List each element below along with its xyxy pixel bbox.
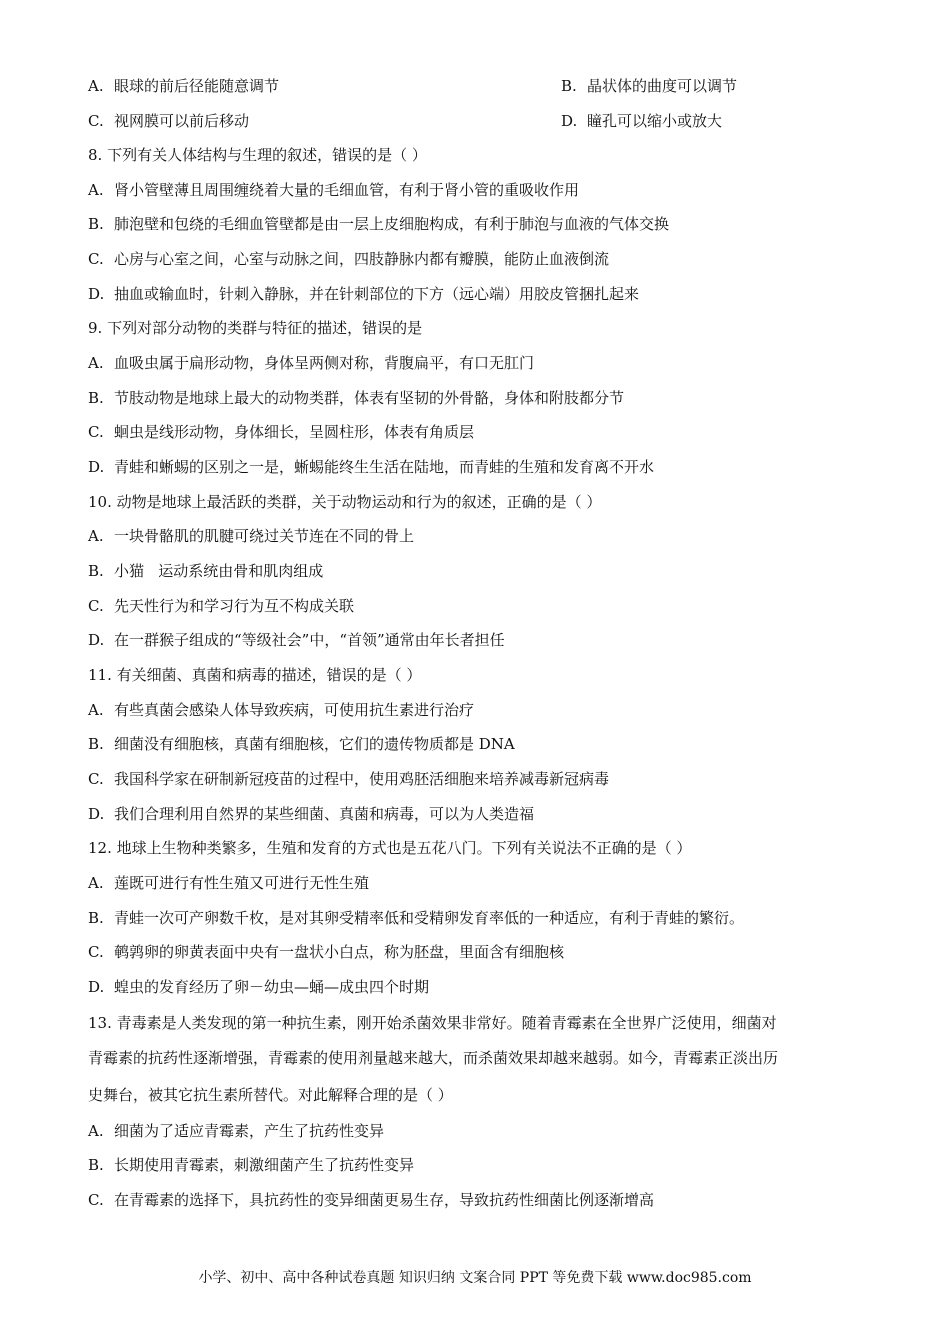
q7-option-row-2 <box>88 111 870 131</box>
q9-option-b: B. 节肢动物是地球上最大的动物类群，体表有坚韧的外骨骼，身体和附肢都分节 <box>88 389 625 407</box>
q13-option-a: A. 细菌为了适应青霉素，产生了抗药性变异 <box>88 1122 385 1140</box>
page-footer: 小学、初中、高中各种试卷真题 知识归纳 文案合同 PPT 等免费下载 www.doc985.com <box>198 1270 752 1286</box>
q12-stem: 12. 地球上生物种类繁多，生殖和发育的方式也是五花八门。下列有关说法不正确的是（ ） <box>88 839 692 857</box>
q11-option-a: A. 有些真菌会感染人体导致疾病，可使用抗生素进行治疗 <box>88 701 475 719</box>
q13-option-b: B. 长期使用青霉素，刺激细菌产生了抗药性变异 <box>88 1156 415 1174</box>
q10-option-c: C. 先天性行为和学习行为互不构成关联 <box>88 597 355 615</box>
q13-option-c: C. 在青霉素的选择下，具抗药性的变异细菌更易生存，导致抗药性细菌比例逐渐增高 <box>88 1191 655 1209</box>
q12-option-c: C. 鹌鹑卵的卵黄表面中央有一盘状小白点，称为胚盘，里面含有细胞核 <box>88 943 565 961</box>
q13-stem-line-2: 青霉素的抗药性逐渐增强，青霉素的使用剂量越来越大，而杀菌效果却越来越弱。如今，青霉素正淡出历 <box>88 1049 779 1067</box>
q7-option-d: D. 瞳孔可以缩小或放大 <box>561 112 723 130</box>
q7-option-row-1 <box>88 76 870 96</box>
q9-option-c: C. 蛔虫是线形动物，身体细长，呈圆柱形，体表有角质层 <box>88 423 475 441</box>
q12-option-d: D. 蝗虫的发育经历了卵－幼虫—蛹—成虫四个时期 <box>88 978 430 996</box>
q8-option-b: B. 肺泡壁和包绕的毛细血管壁都是由一层上皮细胞构成，有利于肺泡与血液的气体交换 <box>88 215 670 233</box>
q10-stem: 10. 动物是地球上最活跃的类群，关于动物运动和行为的叙述，正确的是（ ） <box>88 493 602 511</box>
q13-stem-line-1: 13. 青毒素是人类发现的第一种抗生素，刚开始杀菌效果非常好。随着青霉素在全世界广泛使用，细菌对 <box>88 1014 777 1032</box>
q12-option-a: A. 莲既可进行有性生殖又可进行无性生殖 <box>88 874 370 892</box>
q13-stem-line-3: 史舞台，被其它抗生素所替代。对此解释合理的是（ ） <box>88 1086 453 1104</box>
q10-option-d: D. 在一群猴子组成的“等级社会”中，“首领”通常由年长者担任 <box>88 631 505 649</box>
q9-option-d: D. 青蛙和蜥蜴的区别之一是，蜥蜴能终生生活在陆地，而青蛙的生殖和发育离不开水 <box>88 458 655 476</box>
q11-stem: 11. 有关细菌、真菌和病毒的描述，错误的是（ ） <box>88 666 422 684</box>
q11-option-b: B. 细菌没有细胞核，真菌有细胞核，它们的遗传物质都是 DNA <box>88 735 515 753</box>
q9-stem: 9. 下列对部分动物的类群与特征的描述，错误的是 <box>88 319 423 337</box>
q9-option-a: A. 血吸虫属于扁形动物，身体呈两侧对称，背腹扁平，有口无肛门 <box>88 354 535 372</box>
q7-option-b: B. 晶状体的曲度可以调节 <box>561 77 738 95</box>
q8-option-d: D. 抽血或输血时，针刺入静脉，并在针刺部位的下方（远心端）用胶皮管捆扎起来 <box>88 285 640 303</box>
q10-option-a: A. 一块骨骼肌的肌腱可绕过关节连在不同的骨上 <box>88 527 415 545</box>
q7-option-a: A. 眼球的前后径能随意调节 <box>88 77 280 95</box>
q11-option-c: C. 我国科学家在研制新冠疫苗的过程中，使用鸡胚活细胞来培养减毒新冠病毒 <box>88 770 610 788</box>
q8-option-c: C. 心房与心室之间，心室与动脉之间，四肢静脉内都有瓣膜，能防止血液倒流 <box>88 250 610 268</box>
q8-stem: 8. 下列有关人体结构与生理的叙述，错误的是（ ） <box>88 146 427 164</box>
q11-option-d: D. 我们合理利用自然界的某些细菌、真菌和病毒，可以为人类造福 <box>88 805 535 823</box>
q12-option-b: B. 青蛙一次可产卵数千枚，是对其卵受精率低和受精卵发育率低的一种适应，有利于青蛙的繁衍。 <box>88 909 745 927</box>
q7-option-c: C. 视网膜可以前后移动 <box>88 112 250 130</box>
q8-option-a: A. 肾小管壁薄且周围缠绕着大量的毛细血管，有利于肾小管的重吸收作用 <box>88 181 580 199</box>
q10-option-b: B. 小猫 运动系统由骨和肌肉组成 <box>88 562 324 580</box>
